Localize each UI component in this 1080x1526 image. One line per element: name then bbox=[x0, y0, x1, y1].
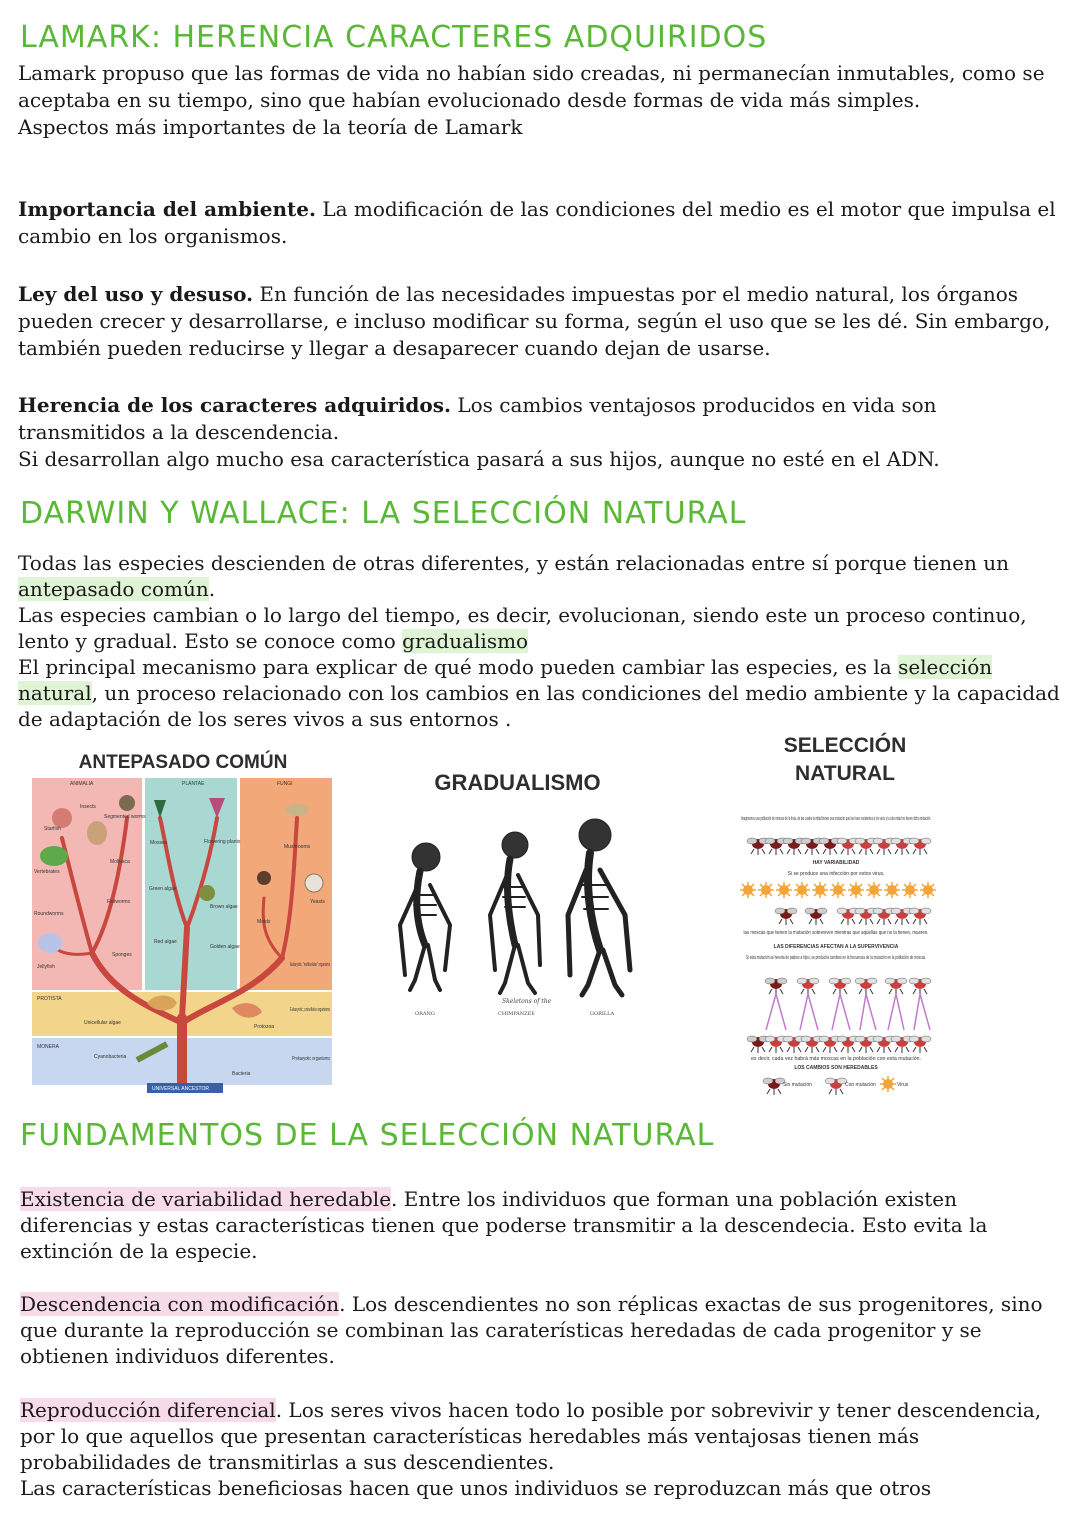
fundamento-2-text: . Los descendientes no son réplicas exactas de sus progenitores, sino que durante la reproducción se combinan las caraterísticas heredadas de cada progenitor y se obtienen individuos diferentes. bbox=[20, 1292, 1043, 1368]
lamark-p2-text: En función de las necesidades impuestas por el medio natural, los órganos pueden crecer y desarrollarse, e incluso modificar su forma, según el uso que se les dé. Sin embargo, también pueden reducirse y llegar a desaparecer cuando dejan de usarse. bbox=[18, 282, 1051, 360]
label-roundworms: Roundworms bbox=[34, 911, 64, 917]
ns-legend bbox=[763, 1076, 909, 1095]
highlight-variabilidad: Existencia de variabilidad heredable bbox=[20, 1187, 392, 1211]
label-protista: PROTISTA bbox=[37, 996, 62, 1002]
label-jellyfish: Jellyfish bbox=[37, 964, 55, 970]
fundamento-3-extra: Las características beneficiosas hacen que unos individuos se reproduzcan más que otros bbox=[20, 1476, 932, 1500]
ns-text-4: Si esta mutación se hereda de padres a hijos, se producirá cambios en la frecuencia de la mutación en la población de moscas. bbox=[746, 955, 926, 961]
legend-con-mutacion: Con mutación bbox=[845, 1082, 876, 1088]
label-mushrooms: Mushrooms bbox=[284, 844, 311, 850]
darwin-s3-end: , un proceso relacionado con los cambios en las condiciones del medio ambiente y la capacidad de adaptación de los seres vivos a sus entornos . bbox=[18, 681, 1060, 731]
lamark-p1-text: La modificación de las condiciones del medio es el motor que impulsa el cambio en los organismos. bbox=[18, 197, 1056, 248]
darwin-s1-end: . bbox=[208, 577, 216, 601]
fundamentos-heading: FUNDAMENTOS DE LA SELECCIÓN NATURAL bbox=[20, 1118, 715, 1153]
legend-sin-mutacion: Sin mutación bbox=[783, 1082, 812, 1088]
lamark-p3-extra: Si desarrollan algo mucho esa característica pasará a sus hijos, aunque no esté en el ADN. bbox=[18, 447, 940, 471]
fly-row-3 bbox=[765, 978, 931, 995]
highlight-descendencia: Descendencia con modificación bbox=[20, 1292, 340, 1316]
skeletons-subtitle: Skeletons of the bbox=[502, 998, 552, 1005]
darwin-heading: DARWIN Y WALLACE: LA SELECCIÓN NATURAL bbox=[20, 496, 747, 531]
label-unicellular-algae: Unicellular algae bbox=[84, 1020, 121, 1026]
ns-text-3: las moscas que tienen la mutación sobreviven mientras que aquellas que no la tienen, mueren. bbox=[743, 930, 929, 936]
darwin-s1: Todas las especies descienden de otras diferentes, y están relacionadas entre sí porque tienen un bbox=[18, 551, 1010, 575]
gradualism-figure bbox=[390, 805, 655, 1020]
ns-text-5: es decir, cada vez habrá más moscas en la población con esta mutación. bbox=[751, 1056, 921, 1062]
highlight-reproduccion: Reproducción diferencial bbox=[20, 1398, 276, 1422]
tree-caption: ANTEPASADO COMÚN bbox=[78, 752, 288, 773]
label-monera: MONERA bbox=[37, 1044, 59, 1050]
ns-diferencias: LAS DIFERENCIAS AFECTAN A LA SUPERVIVENCIA bbox=[773, 944, 899, 950]
natural-selection-figure bbox=[736, 812, 936, 1094]
highlight-antepasado: antepasado común bbox=[18, 577, 209, 601]
label-brown-algae: Brown algae bbox=[210, 904, 238, 910]
label-flowering: Flowering plants bbox=[204, 839, 241, 845]
label-starfish: Starfish bbox=[44, 826, 61, 832]
gorilla-label: GORILLA bbox=[590, 1011, 615, 1017]
lamark-aspects: Aspectos más importantes de la teoría de Lamark bbox=[18, 115, 523, 139]
darwin-s2: Las especies cambian o lo largo del tiempo, es decir, evolucionan, siendo este un proceso continuo, lento y gradual. Esto se conoce como bbox=[18, 603, 1027, 653]
col-plantae: PLANTAE bbox=[182, 781, 205, 787]
chimpanzee-label: CHIMPANZEE bbox=[498, 1011, 535, 1017]
chimpanzee-skeleton bbox=[490, 832, 540, 993]
fly-row-2 bbox=[775, 908, 931, 925]
fly-row-1 bbox=[747, 838, 931, 855]
label-vertebrates: Vertebrates bbox=[34, 869, 60, 875]
highlight-seleccion: selección natural bbox=[18, 655, 993, 705]
label-cyanobacteria: Cyanobacteria bbox=[94, 1054, 127, 1060]
label-sponges: Sponges bbox=[112, 952, 132, 958]
fundamento-2 bbox=[20, 1291, 1060, 1369]
label-bacteria: Bacteria bbox=[232, 1071, 251, 1077]
label-green-algae: Green algae bbox=[149, 886, 177, 892]
gradualism-caption: GRADUALISMO bbox=[434, 770, 601, 795]
label-red-algae: Red algae bbox=[154, 939, 177, 945]
label-flatworms: Flatworms bbox=[107, 899, 131, 905]
label-eukaryotic-uni: Eukaryotic, unicellular organisms bbox=[290, 1007, 331, 1013]
label-protozoa: Protozoa bbox=[254, 1024, 275, 1030]
fundamento-3-text: . Los seres vivos hacen todo lo posible por sobrevivir y tener descendencia, por lo que aquellos que presentan características heredables más ventajosas tienen más probabilidades de transmitirlas a sus descendientes. bbox=[20, 1398, 1042, 1474]
label-universal-ancestor: UNIVERSAL ANCESTOR bbox=[152, 1086, 209, 1092]
fundamento-1 bbox=[20, 1186, 1060, 1264]
virus-row bbox=[740, 882, 936, 898]
darwin-s3: El principal mecanismo para explicar de qué modo pueden cambiar las especies, es la bbox=[18, 655, 899, 679]
ns-text-2: Si se produce una infección por estos virus, bbox=[787, 871, 885, 877]
label-eukaryotic-multi: Eukaryotic, "multicellular" organisms bbox=[290, 962, 331, 968]
col-fungi: FUNGI bbox=[277, 781, 293, 787]
lamark-p1 bbox=[18, 196, 1063, 250]
lamark-intro bbox=[18, 60, 1063, 141]
orang-label: ORANG bbox=[415, 1011, 435, 1017]
label-mosses: Mosses bbox=[150, 840, 168, 846]
lamark-p3 bbox=[18, 392, 1063, 473]
legend-virus: Virus bbox=[897, 1082, 909, 1088]
lamark-heading: LAMARK: HERENCIA CARACTERES ADQUIRIDOS bbox=[20, 20, 768, 55]
phylogenetic-tree-figure bbox=[32, 778, 332, 1095]
lamark-p1-title: Importancia del ambiente. bbox=[18, 197, 316, 221]
lamark-p3-text: Los cambios ventajosos producidos en vida son transmitidos a la descendencia. bbox=[18, 393, 937, 444]
lamark-p3-title: Herencia de los caracteres adquiridos. bbox=[18, 393, 451, 417]
label-yeasts: Yeasts bbox=[310, 899, 325, 905]
natural-selection-caption: SELECCIÓN NATURAL bbox=[783, 734, 907, 785]
label-worms: Segmented worms bbox=[104, 814, 146, 820]
lamark-p2 bbox=[18, 281, 1063, 362]
label-mollusca: Mollusca bbox=[110, 859, 130, 865]
ns-hay-variabilidad: HAY VARIABILIDAD bbox=[812, 860, 860, 866]
label-prokaryotic: Prokaryotic organisms bbox=[292, 1056, 331, 1062]
fundamento-3 bbox=[20, 1397, 1060, 1501]
fundamento-1-text: . Entre los individuos que forman una población existen diferencias y estas características tienen que poderse transmitir a la descendecia. Esto evita la extinción de la especie. bbox=[20, 1187, 988, 1263]
label-golden-algae: Golden algae bbox=[210, 944, 240, 950]
col-animalia: ANIMALIA bbox=[70, 781, 94, 787]
label-molds: Molds bbox=[257, 919, 271, 925]
highlight-gradualismo: gradualismo bbox=[402, 629, 529, 653]
ns-text-1: Imaginemos una población de moscas de la fruta, de las cuales la mitad tienen una mutación que las hace resistentes a los virus y la otra mitad no tienen dicha mutación. bbox=[741, 816, 931, 822]
gorilla-skeleton bbox=[568, 819, 630, 995]
inheritance-lines bbox=[766, 994, 930, 1030]
lamark-p2-title: Ley del uso y desuso. bbox=[18, 282, 254, 306]
ns-heredables: LOS CAMBIOS SON HEREDABLES bbox=[794, 1065, 878, 1071]
fly-row-4 bbox=[747, 1036, 931, 1053]
label-insects: Insects bbox=[80, 804, 96, 810]
lamark-intro-text: Lamark propuso que las formas de vida no habían sido creadas, ni permanecían inmutables, como se aceptaba en su tiempo, sino que habían evolucionado desde formas de vida más simples. bbox=[18, 61, 1045, 112]
darwin-text bbox=[18, 550, 1063, 732]
orang-skeleton bbox=[400, 843, 450, 990]
